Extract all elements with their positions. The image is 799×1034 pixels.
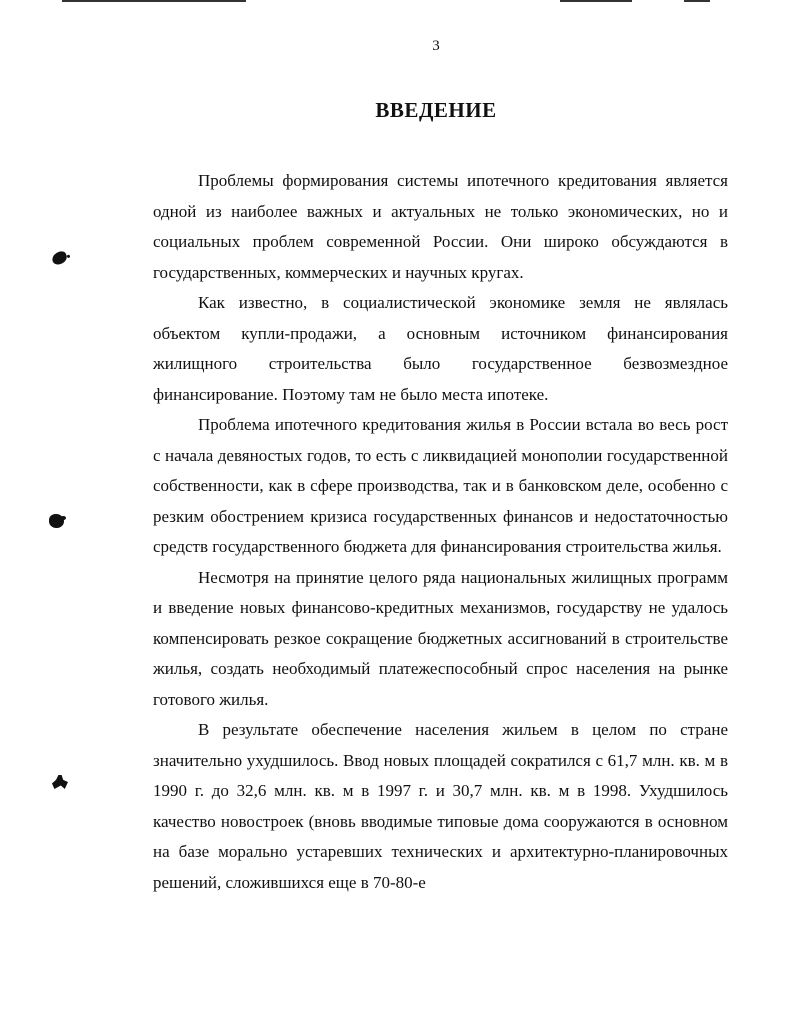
paragraph: Несмотря на принятие целого ряда национальных жилищных программ и введение новых финансово-кредитных механизмов, государству не удалось компенсировать резкое сокращение бюджетных ассигнований в строительстве жилья, создать необходимый платежеспособный спрос населения на рынке готового жилья. — [153, 567, 728, 709]
scan-edge-line-left — [62, 0, 246, 2]
document-body — [153, 166, 728, 898]
scan-edge-line-middle — [560, 0, 632, 2]
paragraph: В результате обеспечение населения жильем в целом по стране значительно ухудшилось. Ввод новых площадей сократился с 61,7 млн. кв. м в 1990 г. до 32,6 млн. кв. м в 1997 г. и 30,7 млн. кв. м в 1998. Ухудшилось качество новостроек (вновь вводимые типовые дома сооружаются в основном на базе морально устаревших технических и архитектурно-планировочных решений, сложившихся еще в 70-80-е — [153, 720, 728, 892]
scan-ink-blot — [49, 514, 64, 528]
section-heading: ВВЕДЕНИЕ — [375, 98, 497, 122]
scan-edge-line-right — [684, 0, 710, 2]
paragraph: Проблемы формирования системы ипотечного кредитования является одной из наиболее важных и актуальных не только экономических, но и социальных проблем современной России. Они широко обсуждаются в государственных, коммерческих и научных кругах. — [153, 171, 728, 282]
scan-ink-blot — [50, 250, 68, 266]
paragraph: Как известно, в социалистической экономике земля не являлась объектом купли-продажи, а основным источником финансирования жилищного строительства было государственное безвозмездное финансирование. Поэтому там не было места ипотеке. — [153, 293, 728, 404]
paragraph: Проблема ипотечного кредитования жилья в России встала во весь рост с начала девяностых годов, то есть с ликвидацией монополии государственной собственности, как в сфере производства, так и в банковском деле, особенно с резким обострением кризиса государственных финансов и недостаточностью средств государственного бюджета для финансирования строительства жилья. — [153, 415, 728, 556]
page-number: 3 — [432, 38, 440, 54]
scan-ink-blot — [52, 775, 68, 789]
